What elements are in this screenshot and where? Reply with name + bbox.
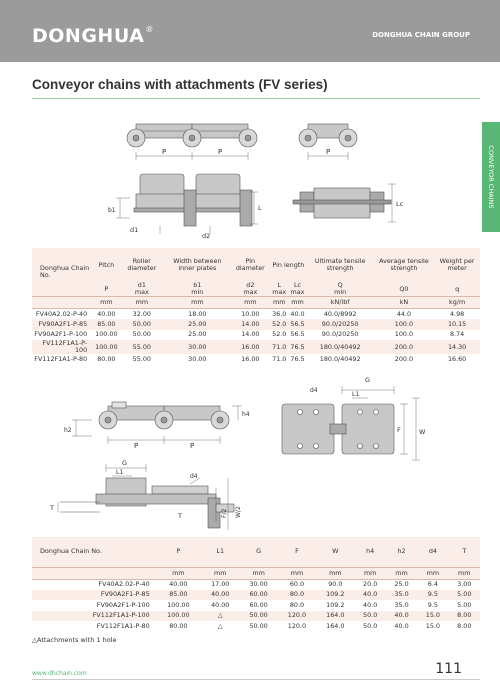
value-cell: 90.0: [328, 580, 343, 588]
dim-d1: d1: [130, 226, 139, 234]
value-cell: 71.0: [270, 340, 288, 354]
attachment-drawing-side: [52, 372, 472, 472]
t1-title-pin-dia: Pin diameter: [231, 248, 271, 282]
chain-number-cell: FV112F1A1-P-100: [32, 340, 93, 354]
t2-header-row: Donghua Chain No. P L1 G F W h4 h2 d4 T: [32, 537, 480, 567]
value-cell: 50.00: [120, 319, 165, 330]
value-cell: 40.00: [201, 590, 239, 601]
table-row: [32, 579, 480, 590]
value-cell: 200.0: [374, 340, 435, 354]
value-cell: 180.0/40492: [319, 354, 361, 363]
t1-title-roller: Roller diameter: [120, 248, 165, 282]
dim-t-left: T: [50, 504, 54, 512]
value-cell: 40.0: [394, 621, 409, 630]
dim-f: F: [397, 426, 401, 434]
chain-number-cell: FV90A2F1-P-100: [96, 600, 150, 609]
value-cell: 50.00: [132, 330, 151, 339]
table-row: [32, 330, 480, 341]
value-cell: 14.00: [241, 330, 260, 339]
chain-number-cell: FV112F1A1-P-100: [32, 611, 156, 622]
value-cell: 5.00: [457, 600, 472, 609]
value-cell: 3.00: [457, 580, 472, 588]
table-row: [32, 319, 480, 330]
value-cell: 164.0: [326, 621, 345, 630]
t1-title-weight: Weight per meter: [434, 248, 480, 282]
value-cell: 40.00: [169, 580, 188, 588]
table-row: [32, 611, 480, 622]
dim-l1-top: L1: [352, 391, 360, 398]
value-cell: 30.00: [164, 340, 230, 354]
pitch-label-2: P: [218, 148, 223, 156]
t1-title-pitch: Pitch: [93, 248, 119, 282]
value-cell: 9.5: [417, 590, 448, 601]
brand-logo: DONGHUA®: [32, 25, 154, 47]
value-cell: 164.0: [316, 611, 354, 622]
value-cell: △: [201, 611, 239, 622]
value-cell: 56.5: [290, 330, 305, 339]
value-cell: 52.0: [272, 330, 287, 339]
value-cell: 44.0: [396, 309, 412, 318]
attachment-dimensions-table: [32, 537, 480, 632]
value-cell: 20.0: [363, 580, 378, 588]
dim-w: W: [419, 428, 426, 436]
table-row: [32, 590, 480, 601]
value-cell: 76.5: [290, 354, 305, 363]
value-cell: 40.0: [354, 590, 385, 601]
dim-g-top: G: [365, 376, 371, 384]
value-cell: 40.0: [386, 611, 417, 622]
pitch-label-a: P: [134, 442, 139, 450]
value-cell: 40.0/8992: [323, 309, 357, 318]
dim-g-detail: G: [122, 459, 128, 467]
footer-url[interactable]: www.dhchain.com: [32, 670, 87, 677]
value-cell: 10.00: [241, 309, 260, 318]
value-cell: 50.00: [239, 611, 277, 622]
page-header: [0, 0, 500, 62]
t2-units-row: mm mm mm mm mm mm mm mm mm: [32, 567, 480, 579]
value-cell: 40.00: [97, 309, 116, 318]
value-cell: 14.30: [434, 340, 480, 354]
value-cell: 85.00: [156, 590, 201, 601]
value-cell: 55.00: [132, 354, 151, 363]
table-row: [32, 621, 480, 632]
t1-title-width: Width between inner plates: [164, 248, 230, 282]
t1-units-row: mm mm mm mm mm mm kN/lbf kN kg/m: [32, 297, 480, 309]
value-cell: 56.5: [290, 319, 305, 328]
dim-h4: h4: [242, 411, 250, 418]
value-cell: 14.00: [231, 319, 271, 330]
value-cell: 30.00: [249, 580, 268, 588]
page-number: 111: [435, 661, 462, 677]
chain-number-cell: FV90A2F1-P-85: [32, 319, 93, 330]
value-cell: 8.00: [457, 621, 472, 630]
value-cell: 90.0/20250: [307, 319, 374, 330]
value-cell: 85.00: [93, 319, 119, 330]
footer-divider: [32, 679, 480, 680]
value-cell: 25.00: [188, 330, 207, 339]
value-cell: 36.0: [272, 309, 287, 318]
table-row: [32, 600, 480, 611]
dim-h2: h2: [64, 427, 72, 434]
value-cell: 200.0: [394, 354, 414, 363]
table-row: [32, 309, 480, 320]
chain-number-cell: FV112F1A1-P-80: [96, 621, 150, 630]
section-side-tab: CONVEYOR CHAINS: [482, 122, 500, 232]
value-cell: 40.0: [290, 309, 305, 318]
value-cell: 60.0: [289, 580, 305, 588]
dim-l: L: [258, 204, 262, 212]
value-cell: 15.0: [417, 611, 448, 622]
value-cell: 100.00: [95, 330, 118, 339]
table-row: [32, 354, 480, 365]
dim-d4-detail: d4: [190, 473, 198, 480]
attachment-footnote: △Attachments with 1 hole: [32, 636, 117, 644]
dim-t-mid: T: [178, 512, 182, 520]
value-cell: 60.00: [239, 590, 277, 601]
value-cell: 17.00: [211, 580, 230, 588]
value-cell: 30.00: [188, 354, 207, 363]
chain-number-cell: FV90A2F1-P-85: [32, 590, 156, 601]
value-cell: 35.0: [394, 600, 409, 609]
chain-number-cell: FV40A2.02-P-40: [98, 580, 150, 588]
value-cell: 8.00: [449, 611, 480, 622]
attachment-drawing-detail: [40, 458, 290, 536]
value-cell: 25.00: [164, 319, 230, 330]
value-cell: 50.0: [363, 621, 378, 630]
dim-f2: F/2: [221, 508, 228, 518]
value-cell: 100.00: [156, 611, 201, 622]
chain-drawing-top: [90, 118, 420, 240]
value-cell: 180.0/40492: [307, 340, 374, 354]
value-cell: 80.0: [278, 590, 316, 601]
value-cell: 15.0: [425, 621, 440, 630]
value-cell: 16.00: [231, 340, 271, 354]
value-cell: 40.0: [363, 600, 378, 609]
value-cell: 100.0: [374, 319, 435, 330]
value-cell: 25.0: [394, 580, 409, 588]
value-cell: 8.74: [449, 330, 465, 339]
value-cell: 5.00: [449, 590, 480, 601]
table1-name-header: Donghua Chain No.: [32, 248, 93, 297]
chain-dimensions-table: [32, 248, 480, 365]
value-cell: 100.00: [93, 340, 119, 354]
value-cell: 109.2: [326, 600, 345, 609]
group-name: DONGHUA CHAIN GROUP: [372, 31, 470, 39]
value-cell: 120.0: [287, 621, 307, 630]
pitch-label-1: P: [162, 148, 167, 156]
dim-w2: W/2: [235, 506, 242, 518]
value-cell: 18.00: [188, 309, 207, 318]
value-cell: 80.00: [169, 621, 188, 630]
value-cell: △: [217, 621, 223, 630]
value-cell: 55.00: [120, 340, 165, 354]
value-cell: 35.0: [386, 590, 417, 601]
value-cell: 76.5: [288, 340, 306, 354]
page-title: Conveyor chains with attachments (FV series): [32, 77, 328, 92]
pitch-label-b: P: [190, 442, 195, 450]
value-cell: 100.0: [394, 330, 414, 339]
value-cell: 40.00: [211, 600, 230, 609]
value-cell: 100.00: [167, 600, 190, 609]
table2-name-header: Donghua Chain No.: [32, 537, 156, 567]
value-cell: 50.0: [354, 611, 385, 622]
dim-d4-top: d4: [310, 387, 318, 394]
value-cell: 60.00: [249, 600, 268, 609]
value-cell: 9.5: [427, 600, 438, 609]
chain-number-cell: FV112F1A1-P-80: [34, 354, 88, 363]
title-divider: [32, 98, 480, 99]
value-cell: 10.15: [434, 319, 480, 330]
value-cell: 80.0: [289, 600, 305, 609]
pitch-label-3: P: [326, 148, 331, 156]
t1-symbol-row: P d1 max b1 min d2 max L max Lc max Q min Q0 q: [32, 282, 480, 297]
dim-b1: b1: [108, 207, 116, 214]
chain-number-cell: FV40A2.02-P-40: [35, 309, 88, 318]
dim-lc: Lc: [396, 200, 404, 208]
chain-number-cell: FV90A2F1-P-100: [34, 330, 88, 339]
value-cell: 4.98: [449, 309, 465, 318]
value-cell: 52.0: [272, 319, 287, 328]
t1-title-pin-length: Pin length: [270, 248, 306, 282]
value-cell: 16.00: [241, 354, 260, 363]
value-cell: 32.00: [132, 309, 151, 318]
dim-l1-detail: L1: [116, 469, 124, 476]
value-cell: 80.00: [97, 354, 116, 363]
value-cell: 109.2: [316, 590, 354, 601]
value-cell: 71.0: [272, 354, 287, 363]
value-cell: 16.60: [447, 354, 467, 363]
t1-title-average: Average tensile strength: [374, 248, 435, 282]
value-cell: 120.0: [278, 611, 316, 622]
dim-d2: d2: [202, 232, 211, 240]
table-row: [32, 340, 480, 354]
value-cell: 50.00: [249, 621, 268, 630]
t1-title-ultimate: Ultimate tensile strength: [307, 248, 374, 282]
value-cell: 6.4: [427, 580, 438, 588]
value-cell: 90.0/20250: [321, 330, 359, 339]
